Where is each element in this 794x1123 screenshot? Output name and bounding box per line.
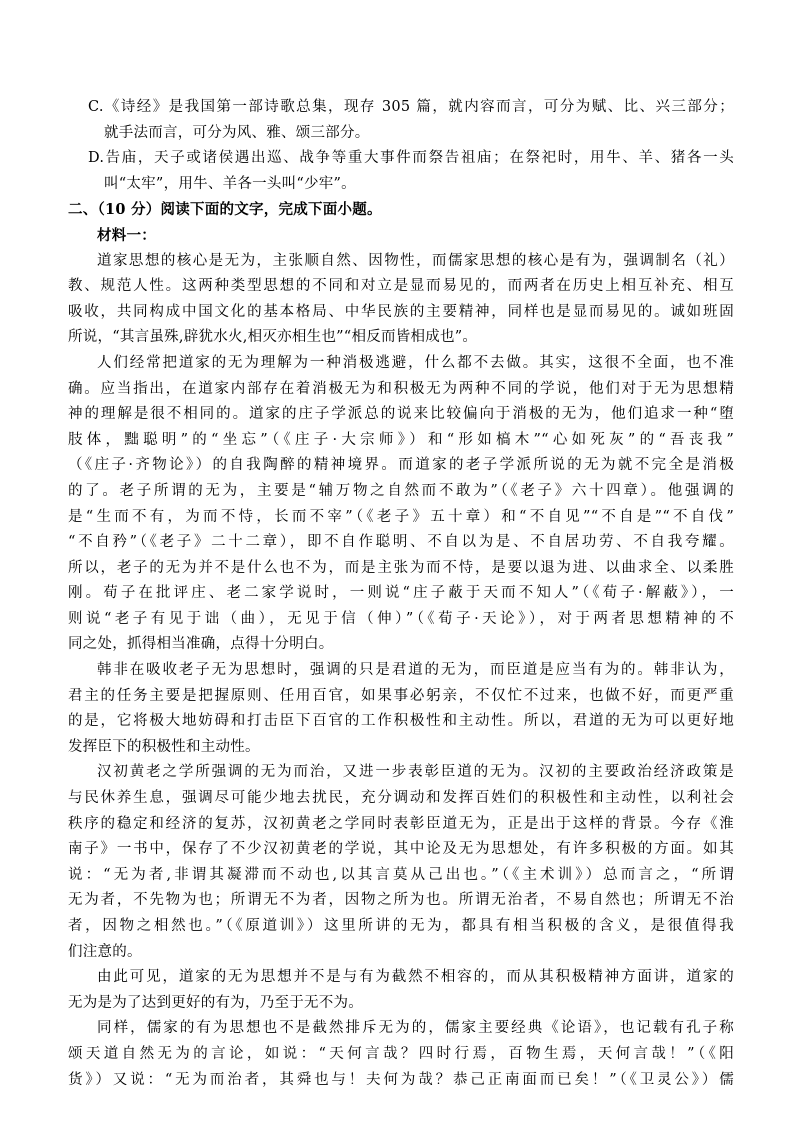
paragraph-line: 吸收，共同构成中国文化的基本格局、中华民族的主要精神，同样也是显而易见的。诚如班固 bbox=[68, 303, 734, 320]
paragraph-line: 韩非在吸收老子无为思想时，强调的只是君道的无为，而臣道是应当有为的。韩非认为， bbox=[97, 662, 734, 679]
paragraph-line: 汉初黄老之学所强调的无为而治，又进一步表彰臣道的无为。汉初的主要政治经济政策是 bbox=[97, 764, 734, 781]
paragraph-5 bbox=[68, 965, 734, 1016]
paragraph-line: 无为者，不先物为也；所谓无不为者，因物之所为也。所谓无治者，不易自然也；所谓无不治 bbox=[68, 892, 734, 909]
paragraph-line: 同样，儒家的有为思想也不是截然排斥无为的，儒家主要经典《论语》，也记载有孔子称 bbox=[97, 1020, 734, 1037]
paragraph-line: 南子》一书中，保存了不少汉初黄老的学说，其中论及无为思想处，有许多积极的方面。如其 bbox=[68, 841, 734, 858]
option-d-line-2: 叫“太牢”，用牛、羊各一头叫“少牢”。 bbox=[104, 175, 356, 192]
paragraph-4 bbox=[68, 760, 734, 965]
paragraph-line: 所以，老子的无为并不是什么也不为，而是主张为而不恃，是要以退为进、以曲求全、以柔胜 bbox=[68, 559, 734, 576]
option-c-line-2: 就手法而言，可分为风、雅、颂三部分。 bbox=[104, 124, 370, 141]
paragraph-line: 者，因物之相然也。”（《原道训》）这里所讲的无为，都具有相当积极的含义，是很值得我 bbox=[68, 918, 734, 934]
paragraph-line: 同之处，抓得相当准确，点得十分明白。 bbox=[68, 636, 334, 653]
paragraph-line: 无为是为了达到更好的有为，乃至于无不为。 bbox=[68, 994, 363, 1011]
paragraph-line: 肢体，黜聪明”的“坐忘”（《庄子·大宗师》）和“形如槁木”“心如死灰”的“吾丧我” bbox=[68, 431, 734, 448]
option-c-line-1: C.《诗经》是我国第一部诗歌总集，现存 305 篇，就内容而言，可分为赋、比、兴三部分； bbox=[88, 99, 734, 115]
section-heading: 二、（10 分）阅读下面的文字，完成下面小题。 bbox=[68, 201, 382, 219]
paragraph-line: 货》）又说：“无为而治者，其舜也与！夫何为哉？恭己正南面而已矣！”（《卫灵公》）儒 bbox=[68, 1071, 734, 1088]
paragraph-line: 发挥臣下的积极性和主动性。 bbox=[68, 738, 260, 755]
paragraph-1 bbox=[68, 249, 734, 351]
paragraph-line: 秩序的稳定和经济的复苏，汉初黄老之学同时表彰臣道无为，正是出于这样的背景。今存《淮 bbox=[68, 815, 734, 832]
paragraph-6 bbox=[68, 1016, 734, 1093]
paragraph-3 bbox=[68, 658, 734, 760]
paragraph-line: 道家思想的核心是无为，主张顺自然、因物性，而儒家思想的核心是有为，强调制名（礼） bbox=[97, 252, 734, 269]
paragraph-line: 们注意的。 bbox=[68, 943, 142, 960]
material-label: 材料一： bbox=[97, 226, 156, 244]
paragraph-line: （《庄子·齐物论》）的自我陶醉的精神境界。而道家的老子学派所说的无为就不完全是消极 bbox=[68, 457, 734, 474]
paragraph-line: 神的理解是很不相同的。道家的庄子学派总的说来比较偏向于消极的无为，他们追求一种“堕 bbox=[68, 406, 734, 423]
paragraph-line: 则说“老子有见于诎（曲），无见于信（伸）”（《荀子·天论》），对于两者思想精神的不 bbox=[68, 610, 734, 627]
paragraph-line: 教、规范人性。这两种类型思想的不同和对立是显而易见的，而两者在历史上相互补充、相互 bbox=[68, 278, 734, 295]
option-d-line-1: D.告庙，天子或诸侯遇出巡、战争等重大事件而祭告祖庙；在祭祀时，用牛、羊、猪各一头 bbox=[88, 150, 734, 167]
paragraph-2 bbox=[68, 351, 734, 658]
paragraph-line: 人们经常把道家的无为理解为一种消极逃避，什么都不去做。其实，这很不全面，也不准 bbox=[97, 354, 734, 371]
paragraph-line: 的了。老子所谓的无为，主要是“辅万物之自然而不敢为”（《老子》六十四章）。他强调的 bbox=[68, 482, 734, 499]
paragraph-line: 确。应当指出，在道家内部存在着消极无为和积极无为两种不同的学说，他们对于无为思想精 bbox=[68, 380, 734, 397]
paragraph-line: 君主的任务主要是把握原则、任用百官，如果事必躬亲，不仅忙不过来，也做不好，而更严重 bbox=[68, 687, 734, 704]
paragraph-line: 所说，“其言虽殊,辟犹水火,相灭亦相生也”“相反而皆相成也”。 bbox=[68, 329, 478, 346]
option-d bbox=[68, 146, 734, 197]
paragraph-line: 说：“无为者,非谓其凝滞而不动也,以其言莫从己出也。”（《主术训》）总而言之，“所谓 bbox=[68, 866, 734, 883]
paragraph-line: “不自矜”（《老子》二十二章），即不自作聪明、不自以为是、不自居功劳、不自我夸耀。 bbox=[68, 534, 734, 551]
paragraph-line: 是“生而不有，为而不恃，长而不宰”（《老子》五十章）和“不自见”“不自是”“不自伐” bbox=[68, 508, 734, 525]
paragraph-line: 的是，它将极大地妨碍和打击臣下百官的工作积极性和主动性。所以，君道的无为可以更好地 bbox=[68, 713, 734, 730]
paragraph-line: 刚。荀子在批评庄、老二家学说时，一则说“庄子蔽于天而不知人”（《荀子·解蔽》），一 bbox=[68, 585, 734, 602]
paragraph-line: 由此可见，道家的无为思想并不是与有为截然不相容的，而从其积极精神方面讲，道家的 bbox=[97, 969, 734, 986]
paragraph-line: 与民休养生息，强调尽可能少地去扰民，充分调动和发挥百姓们的积极性和主动性，以利社会 bbox=[68, 790, 734, 807]
option-c bbox=[68, 95, 734, 146]
paragraph-line: 颂天道自然无为的言论，如说：“天何言哉？四时行焉，百物生焉，天何言哉！”（《阳 bbox=[68, 1045, 734, 1062]
